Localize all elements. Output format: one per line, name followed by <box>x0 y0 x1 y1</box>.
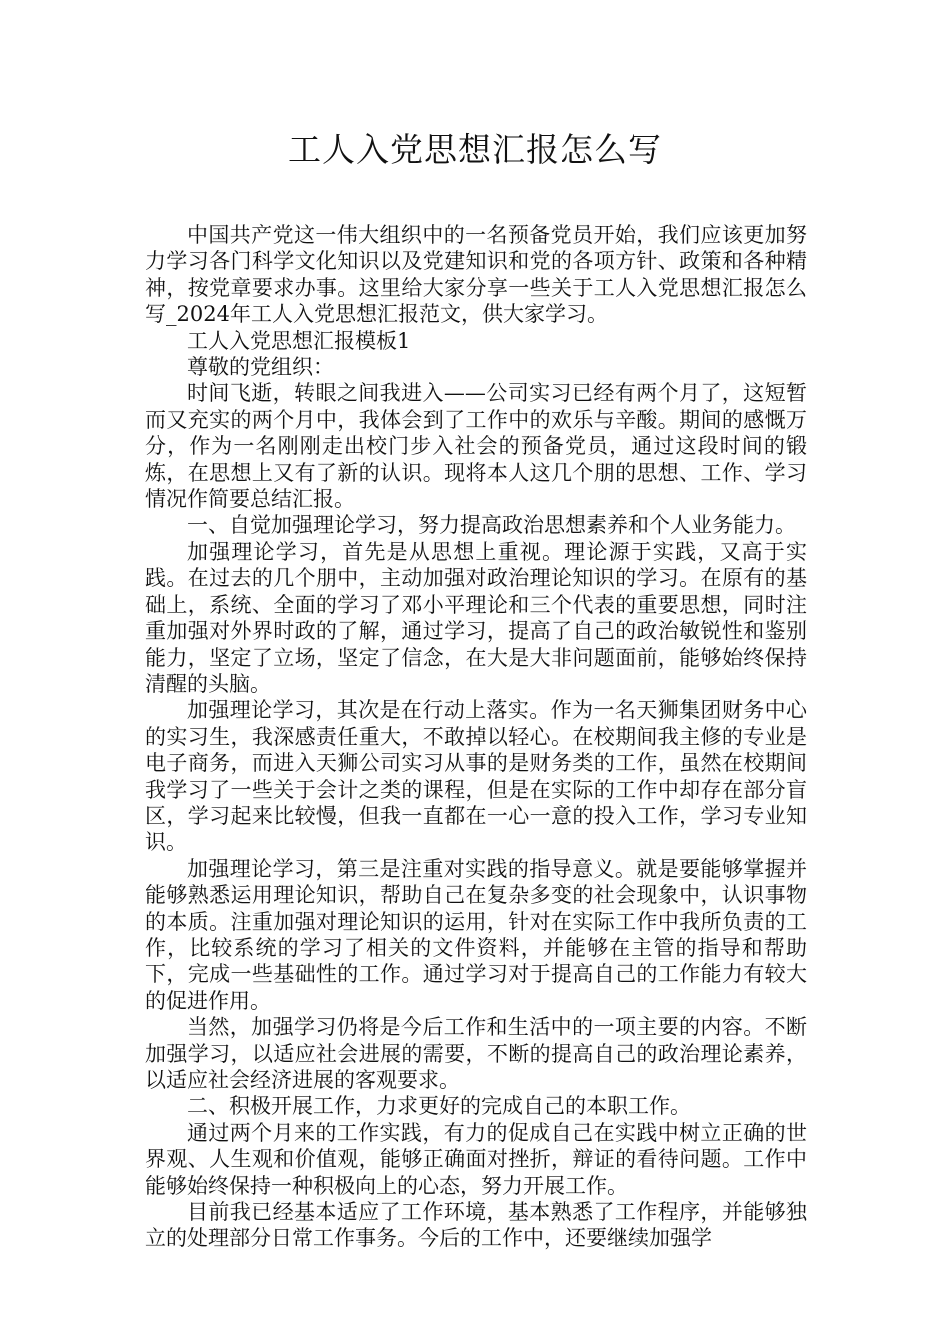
body-paragraph: 时间飞逝，转眼之间我进入——公司实习已经有两个月了，这短暂而又充实的两个月中，我体会到了工作中的欢乐与辛酸。期间的感慨万分，作为一名刚刚走出校门步入社会的预备党员，通过这段时间的锻炼，在思想上又有了新的认识。现将本人这几个朋的思想、工作、学习情况作简要总结汇报。 <box>145 381 807 512</box>
document-body <box>145 222 807 1252</box>
body-paragraph: 加强理论学习，其次是在行动上落实。作为一名天狮集团财务中心的实习生，我深感责任重大，不敢掉以轻心。在校期间我主修的专业是电子商务，而进入天狮公司实习从事的是财务类的工作，虽然在校期间我学习了一些关于会计之类的课程，但是在实际的工作中却存在部分盲区，学习起来比较慢，但我一直都在一心一意的投入工作，学习专业知识。 <box>145 698 807 855</box>
body-paragraph: 当然，加强学习仍将是今后工作和生活中的一项主要的内容。不断加强学习，以适应社会进展的需要，不断的提高自己的政治理论素养，以适应社会经济进展的客观要求。 <box>145 1015 807 1092</box>
section-heading-2: 二、积极开展工作，力求更好的完成自己的本职工作。 <box>187 1094 691 1119</box>
section-heading-1: 一、自觉加强理论学习，努力提高政治思想素养和个人业务能力。 <box>187 513 796 538</box>
template-heading: 工人入党思想汇报模板1 <box>187 328 411 353</box>
body-paragraph: 加强理论学习，第三是注重对实践的指导意义。就是要能够掌握并能够熟悉运用理论知识，帮助自己在复杂多变的社会现象中，认识事物的本质。注重加强对理论知识的运用，针对在实际工作中我所负责的工作，比较系统的学习了相关的文件资料，并能够在主管的指导和帮助下，完成一些基础性的工作。通过学习对于提高自己的工作能力有较大的促进作用。 <box>145 856 807 1013</box>
intro-paragraph: 中国共产党这一伟大组织中的一名预备党员开始，我们应该更加努力学习各门科学文化知识以及党建知识和党的各项方针、政策和各种精神，按党章要求办事。这里给大家分享一些关于工人入党思想汇报怎么写_2024年工人入党思想汇报范文，供大家学习。 <box>145 223 807 327</box>
salutation: 尊敬的党组织： <box>187 355 334 380</box>
body-paragraph: 通过两个月来的工作实践，有力的促成自己在实践中树立正确的世界观、人生观和价值观，能够正确面对挫折，辩证的看待问题。工作中能够始终保持一种积极向上的心态，努力开展工作。 <box>145 1120 807 1198</box>
body-paragraph: 目前我已经基本适应了工作环境，基本熟悉了工作程序，并能够独立的处理部分日常工作事务。今后的工作中，还要继续加强学 <box>145 1200 807 1251</box>
body-paragraph: 加强理论学习，首先是从思想上重视。理论源于实践，又高于实践。在过去的几个朋中，主动加强对政治理论知识的学习。在原有的基础上，系统、全面的学习了邓小平理论和三个代表的重要思想，同时注重加强对外界时政的了解，通过学习，提高了自己的政治敏锐性和鉴别能力，坚定了立场，坚定了信念，在大是大非问题面前，能够始终保持清醒的头脑。 <box>145 539 807 696</box>
document-title: 工人入党思想汇报怎么写 <box>288 130 662 169</box>
